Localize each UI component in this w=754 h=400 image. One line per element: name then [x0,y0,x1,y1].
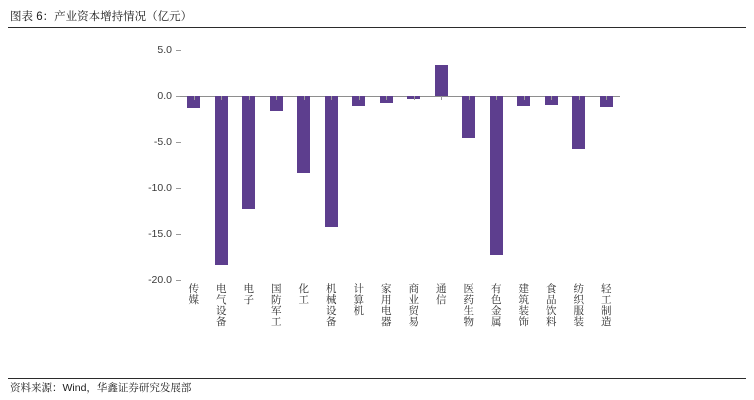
x-tick-label: 食品饮料 [546,283,557,328]
x-tick-mark [606,96,607,100]
y-tick-label: 0.0 [157,90,172,102]
source-note: 资料来源：Wind，华鑫证券研究发展部 [10,382,192,394]
x-tick-label: 传媒 [188,283,199,306]
x-tick-mark [249,96,250,100]
x-tick-mark [441,96,442,100]
x-tick-mark [276,96,277,100]
x-tick-mark [331,96,332,100]
plot-area [180,50,620,280]
x-tick-label: 建筑装饰 [518,283,529,328]
x-tick-mark [469,96,470,100]
x-axis-labels [180,280,620,380]
bar [215,96,228,265]
x-tick-label: 医药生物 [463,283,474,328]
x-tick-label: 通信 [436,283,447,306]
x-tick-label: 国防军工 [271,283,282,328]
bar [462,96,475,138]
x-tick-mark [579,96,580,100]
bar [490,96,503,255]
y-tick-label: -5.0 [153,136,172,148]
x-tick-mark [194,96,195,100]
x-tick-label: 电子 [243,283,254,306]
bar [572,96,585,149]
bar [242,96,255,209]
x-tick-mark [524,96,525,100]
bar [297,96,310,173]
x-tick-label: 机械设备 [326,283,337,328]
x-tick-mark [551,96,552,100]
x-tick-mark [414,96,415,100]
y-tick-label: -15.0 [148,228,172,240]
x-tick-label: 商业贸易 [408,283,419,328]
x-tick-mark [221,96,222,100]
x-tick-label: 电气设备 [216,283,227,328]
x-tick-label: 轻工制造 [601,283,612,328]
source-bar [8,378,746,396]
y-tick-label: 5.0 [157,44,172,56]
bar [435,65,448,96]
bar [325,96,338,227]
x-tick-label: 计算机 [353,283,364,317]
y-tick-label: -10.0 [148,182,172,194]
x-tick-mark [386,96,387,100]
y-axis-labels [120,44,176,286]
x-tick-label: 有色金属 [491,283,502,328]
x-tick-label: 化工 [298,283,309,306]
y-tick-label: -20.0 [148,274,172,286]
x-tick-label: 纺织服装 [573,283,584,328]
x-tick-mark [496,96,497,100]
chart-area [120,40,640,328]
x-tick-label: 家用电器 [381,283,392,328]
x-tick-mark [359,96,360,100]
figure-title-bar [8,6,746,28]
page-title: 图表 6：产业资本增持情况（亿元） [10,11,193,23]
x-tick-mark [304,96,305,100]
